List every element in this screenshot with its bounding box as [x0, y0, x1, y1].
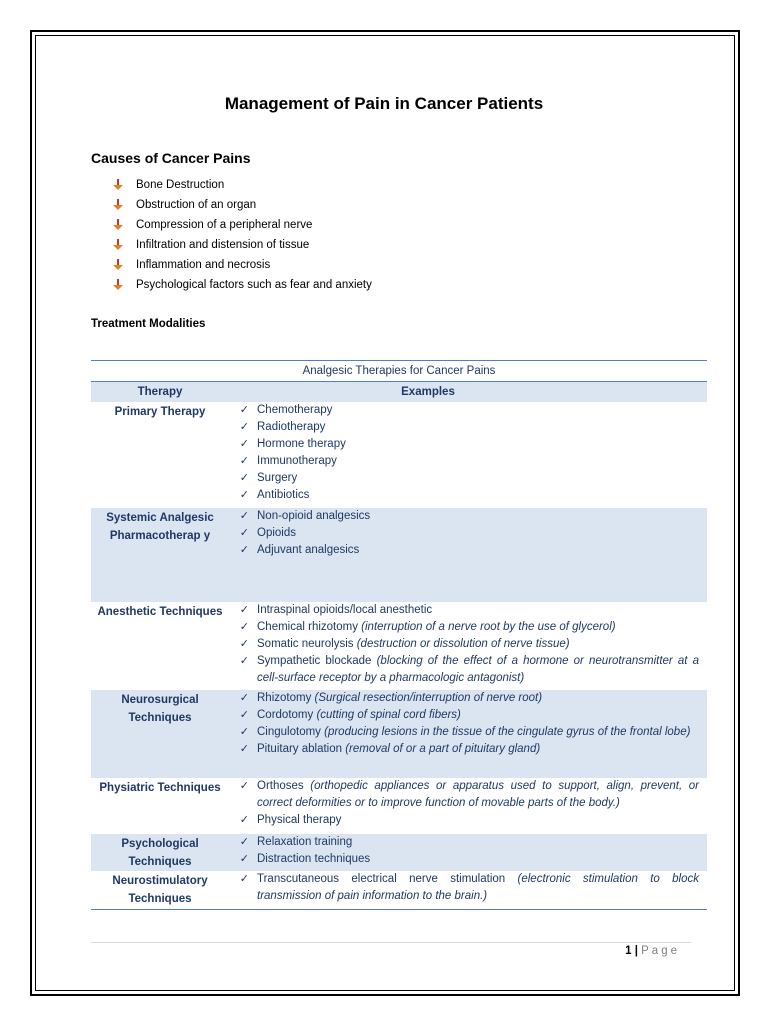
example-item [229, 602, 699, 619]
example-description: (orthopedic appliances or apparatus used to support, align, prevent, or correct deformities or to improve function of movable parts of the body.) [257, 780, 700, 809]
checkmark-icon: ✓ [239, 544, 249, 556]
table-row [91, 602, 707, 690]
example-text [257, 436, 699, 453]
examples-cell [229, 871, 707, 909]
checkmark-icon: ✓ [239, 743, 249, 755]
example-term: Rhizotomy [257, 692, 315, 704]
example-description: (producing lesions in the tissue of the cingulate gyrus of the frontal lobe) [324, 726, 691, 738]
document-title: Management of Pain in Cancer Patients [224, 94, 544, 113]
therapy-cell: Physiatric Techniques [99, 782, 221, 794]
example-term: Relaxation training [257, 836, 353, 848]
checkmark-icon: ✓ [239, 780, 249, 792]
example-text [257, 402, 699, 419]
examples-cell [229, 778, 707, 834]
checkmark-icon: ✓ [239, 709, 249, 721]
page-label: Page [641, 945, 680, 957]
example-text [257, 812, 699, 829]
cause-item [113, 195, 372, 215]
checkmark-icon: ✓ [239, 873, 249, 885]
examples-cell [229, 402, 707, 508]
table-row [91, 402, 707, 508]
causes-list [113, 175, 372, 295]
example-text [257, 778, 699, 812]
example-text [257, 741, 699, 758]
therapy-cell: Systemic Analgesic Pharmacotherap y [106, 512, 214, 542]
example-item [229, 525, 699, 542]
table-row [91, 778, 707, 834]
table-row [91, 508, 707, 602]
example-item [229, 470, 699, 487]
header-examples: Examples [401, 386, 455, 398]
pushpin-bullet-icon [113, 259, 123, 271]
checkmark-icon: ✓ [239, 421, 249, 433]
checkmark-icon: ✓ [239, 638, 249, 650]
example-term: Chemical rhizotomy [257, 621, 362, 633]
example-item [229, 436, 699, 453]
example-text [257, 470, 699, 487]
example-item [229, 778, 699, 812]
analgesic-therapies-table [91, 360, 707, 910]
example-item [229, 724, 699, 741]
header-therapy: Therapy [137, 386, 183, 398]
example-term: Surgery [257, 472, 298, 484]
example-item [229, 619, 699, 636]
table-row [91, 690, 707, 778]
example-description: (removal of or a part of pituitary gland) [345, 743, 541, 755]
example-text [257, 419, 699, 436]
example-item [229, 487, 699, 504]
checkmark-icon: ✓ [239, 604, 249, 616]
cause-text: Inflammation and necrosis [136, 259, 271, 271]
example-term: Opioids [257, 527, 296, 539]
checkmark-icon: ✓ [239, 692, 249, 704]
causes-heading: Causes of Cancer Pains [91, 150, 251, 166]
example-term: Physical therapy [257, 814, 342, 826]
pushpin-bullet-icon [113, 199, 123, 211]
cause-text: Psychological factors such as fear and anxiety [136, 279, 372, 291]
example-item [229, 402, 699, 419]
example-item [229, 834, 699, 851]
example-item [229, 741, 699, 758]
checkmark-icon: ✓ [239, 404, 249, 416]
pushpin-bullet-icon [113, 239, 123, 251]
example-text [257, 636, 699, 653]
example-term: Non-opioid analgesics [257, 510, 371, 522]
checkmark-icon: ✓ [239, 438, 249, 450]
examples-cell [229, 602, 707, 690]
treatment-heading: Treatment Modalities [91, 318, 206, 330]
example-item [229, 653, 699, 687]
example-term: Cingulotomy [257, 726, 325, 738]
therapy-cell: Anesthetic Techniques [97, 606, 223, 618]
checkmark-icon: ✓ [239, 814, 249, 826]
pushpin-bullet-icon [113, 279, 123, 291]
example-term: Radiotherapy [257, 421, 326, 433]
example-term: Adjuvant analgesics [257, 544, 360, 556]
cause-text: Compression of a peripheral nerve [136, 219, 313, 231]
cause-item [113, 175, 372, 195]
pushpin-bullet-icon [113, 179, 123, 191]
example-text [257, 707, 699, 724]
footer-divider [91, 942, 691, 943]
example-term: Immunotherapy [257, 455, 337, 467]
example-text [257, 851, 699, 868]
table-row [91, 834, 707, 871]
example-item [229, 453, 699, 470]
examples-cell [229, 834, 707, 871]
therapy-cell: Neurosurgical Techniques [121, 694, 199, 724]
example-term: Orthoses [257, 780, 311, 792]
example-term: Cordotomy [257, 709, 317, 721]
example-item [229, 812, 699, 829]
therapy-cell: Psychological Techniques [121, 838, 199, 868]
checkmark-icon: ✓ [239, 489, 249, 501]
checkmark-icon: ✓ [239, 472, 249, 484]
example-text [257, 542, 699, 559]
table-body [91, 402, 707, 909]
checkmark-icon: ✓ [239, 527, 249, 539]
example-text [257, 834, 699, 851]
example-text [257, 871, 699, 905]
example-text [257, 724, 699, 741]
example-term: Chemotherapy [257, 404, 333, 416]
example-text [257, 453, 699, 470]
example-item [229, 707, 699, 724]
cause-item [113, 255, 372, 275]
example-term: Pituitary ablation [257, 743, 346, 755]
table-row [91, 871, 707, 909]
checkmark-icon: ✓ [239, 655, 249, 667]
example-description: (blocking of the effect of a hormone or neurotransmitter at a cell-surface receptor by a pharmacologic antagonist) [257, 655, 700, 684]
example-text [257, 508, 699, 525]
checkmark-icon: ✓ [239, 836, 249, 848]
therapy-cell: Primary Therapy [114, 406, 206, 418]
example-description: (cutting of spinal cord fibers) [316, 709, 461, 721]
example-description: (Surgical resection/interruption of nerve root) [314, 692, 543, 704]
example-item [229, 871, 699, 905]
page-footer [0, 945, 680, 957]
example-item [229, 636, 699, 653]
cause-text: Obstruction of an organ [136, 199, 257, 211]
example-description: (interruption of a nerve root by the use of glycerol) [361, 621, 616, 633]
example-text [257, 690, 699, 707]
checkmark-icon: ✓ [239, 455, 249, 467]
example-text [257, 653, 699, 687]
example-term: Sympathetic blockade [257, 655, 377, 667]
example-item [229, 851, 699, 868]
table-header-row [91, 381, 707, 402]
table-caption: Analgesic Therapies for Cancer Pains [302, 365, 496, 377]
example-term: Distraction techniques [257, 853, 371, 865]
checkmark-icon: ✓ [239, 853, 249, 865]
example-item [229, 508, 699, 525]
example-description: (electronic stimulation to block transmission of pain information to the brain.) [257, 873, 699, 902]
page-number: 1 [625, 945, 632, 957]
example-description: (destruction or dissolution of nerve tissue) [356, 638, 570, 650]
example-term: Transcutaneous electrical nerve stimulation [257, 873, 518, 885]
example-item [229, 542, 699, 559]
example-text [257, 602, 699, 619]
example-term: Hormone therapy [257, 438, 346, 450]
checkmark-icon: ✓ [239, 726, 249, 738]
example-term: Somatic neurolysis [257, 638, 357, 650]
examples-cell [229, 690, 707, 778]
example-text [257, 619, 699, 636]
page-separator: | [631, 945, 642, 957]
example-item [229, 690, 699, 707]
cause-item [113, 235, 372, 255]
cause-item [113, 275, 372, 295]
cause-text: Bone Destruction [136, 179, 225, 191]
cause-item [113, 215, 372, 235]
checkmark-icon: ✓ [239, 510, 249, 522]
pushpin-bullet-icon [113, 219, 123, 231]
example-term: Antibiotics [257, 489, 310, 501]
example-text [257, 525, 699, 542]
cause-text: Infiltration and distension of tissue [136, 239, 310, 251]
example-text [257, 487, 699, 504]
therapy-cell: Neurostimulatory Techniques [112, 875, 208, 905]
example-item [229, 419, 699, 436]
examples-cell [229, 508, 707, 602]
checkmark-icon: ✓ [239, 621, 249, 633]
example-term: Intraspinal opioids/local anesthetic [257, 604, 433, 616]
